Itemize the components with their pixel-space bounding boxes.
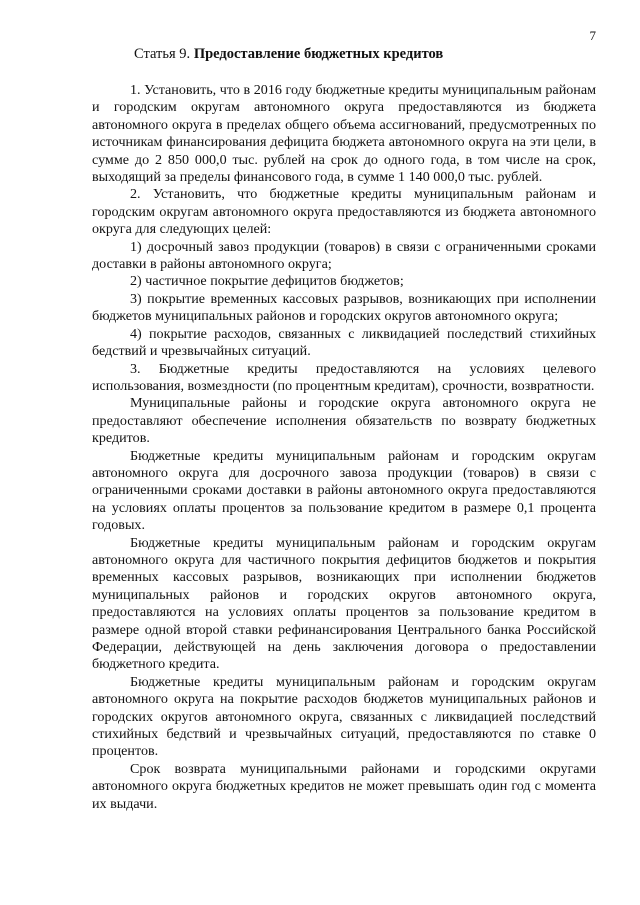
paragraph: Муниципальные районы и городские округа автономного округа не предоставляют обеспечение исполнения обязательств по возврату бюджетных кредитов. (92, 395, 596, 447)
article-number: Статья 9. (134, 46, 191, 62)
list-item: 3) покрытие временных кассовых разрывов, возникающих при исполнении бюджетов муниципальных районов и городских округов автономного округа; (92, 290, 596, 325)
page-number: 7 (589, 28, 596, 43)
article-heading (134, 46, 443, 63)
paragraph: Срок возврата муниципальными районами и городскими округами автономного округа бюджетных кредитов не может превышать один год с момента их выдачи. (92, 760, 596, 812)
list-item: 4) покрытие расходов, связанных с ликвидацией последствий стихийных бедствий и чрезвычайных ситуаций. (92, 325, 596, 360)
list-item: 2) частичное покрытие дефицитов бюджетов; (130, 273, 404, 290)
paragraph: Бюджетные кредиты муниципальным районам и городским округам автономного округа на покрытие расходов бюджетов муниципальных районов и городских округов автономного округа, связанных с ликвидацией последствий стихийных бедствий и чрезвычайных ситуаций, предоставляются по ставке 0 процентов. (92, 673, 596, 760)
paragraph: 1. Установить, что в 2016 году бюджетные кредиты муниципальным районам и городским округам автономного округа предоставляются из бюджета автономного округа в пределах общего объема ассигнований, предусмотренных по источникам финансирования дефицита бюджета автономного округа на эти цели, в сумме до 2 850 000,0 тыс. рублей на срок до одного года, в том числе на срок, выходящий за пределы финансового года, в сумме 1 140 000,0 тыс. рублей. (92, 82, 596, 186)
list-item: 1) досрочный завоз продукции (товаров) в связи с ограниченными сроками доставки в районы автономного округа; (92, 238, 596, 273)
paragraph: Бюджетные кредиты муниципальным районам и городским округам автономного округа для частичного покрытия дефицитов бюджетов и покрытия временных кассовых разрывов, возникающих при исполнении бюджетов муниципальных районов и городских округов автономного округа, предоставляются на условиях оплаты процентов за пользование кредитом в размере одной второй ставки рефинансирования Центрального банка Российской Федерации, действующей на день заключения договора о предоставлении бюджетного кредита. (92, 534, 596, 673)
paragraph: 3. Бюджетные кредиты предоставляются на условиях целевого использования, возмездности (по процентным кредитам), срочности, возвратности. (92, 360, 596, 394)
article-body (92, 82, 596, 813)
paragraph: 2. Установить, что бюджетные кредиты муниципальным районам и городским округам автономного округа предоставляются из бюджета автономного округа для следующих целей: (92, 186, 596, 238)
paragraph: Бюджетные кредиты муниципальным районам и городским округам автономного округа для досрочного завоза продукции (товаров) в связи с ограниченными сроками доставки в районы автономного округа предоставляются на условиях оплаты процентов за пользование кредитом в размере 0,1 процента годовых. (92, 447, 596, 534)
article-title: Предоставление бюджетных кредитов (193, 46, 444, 62)
